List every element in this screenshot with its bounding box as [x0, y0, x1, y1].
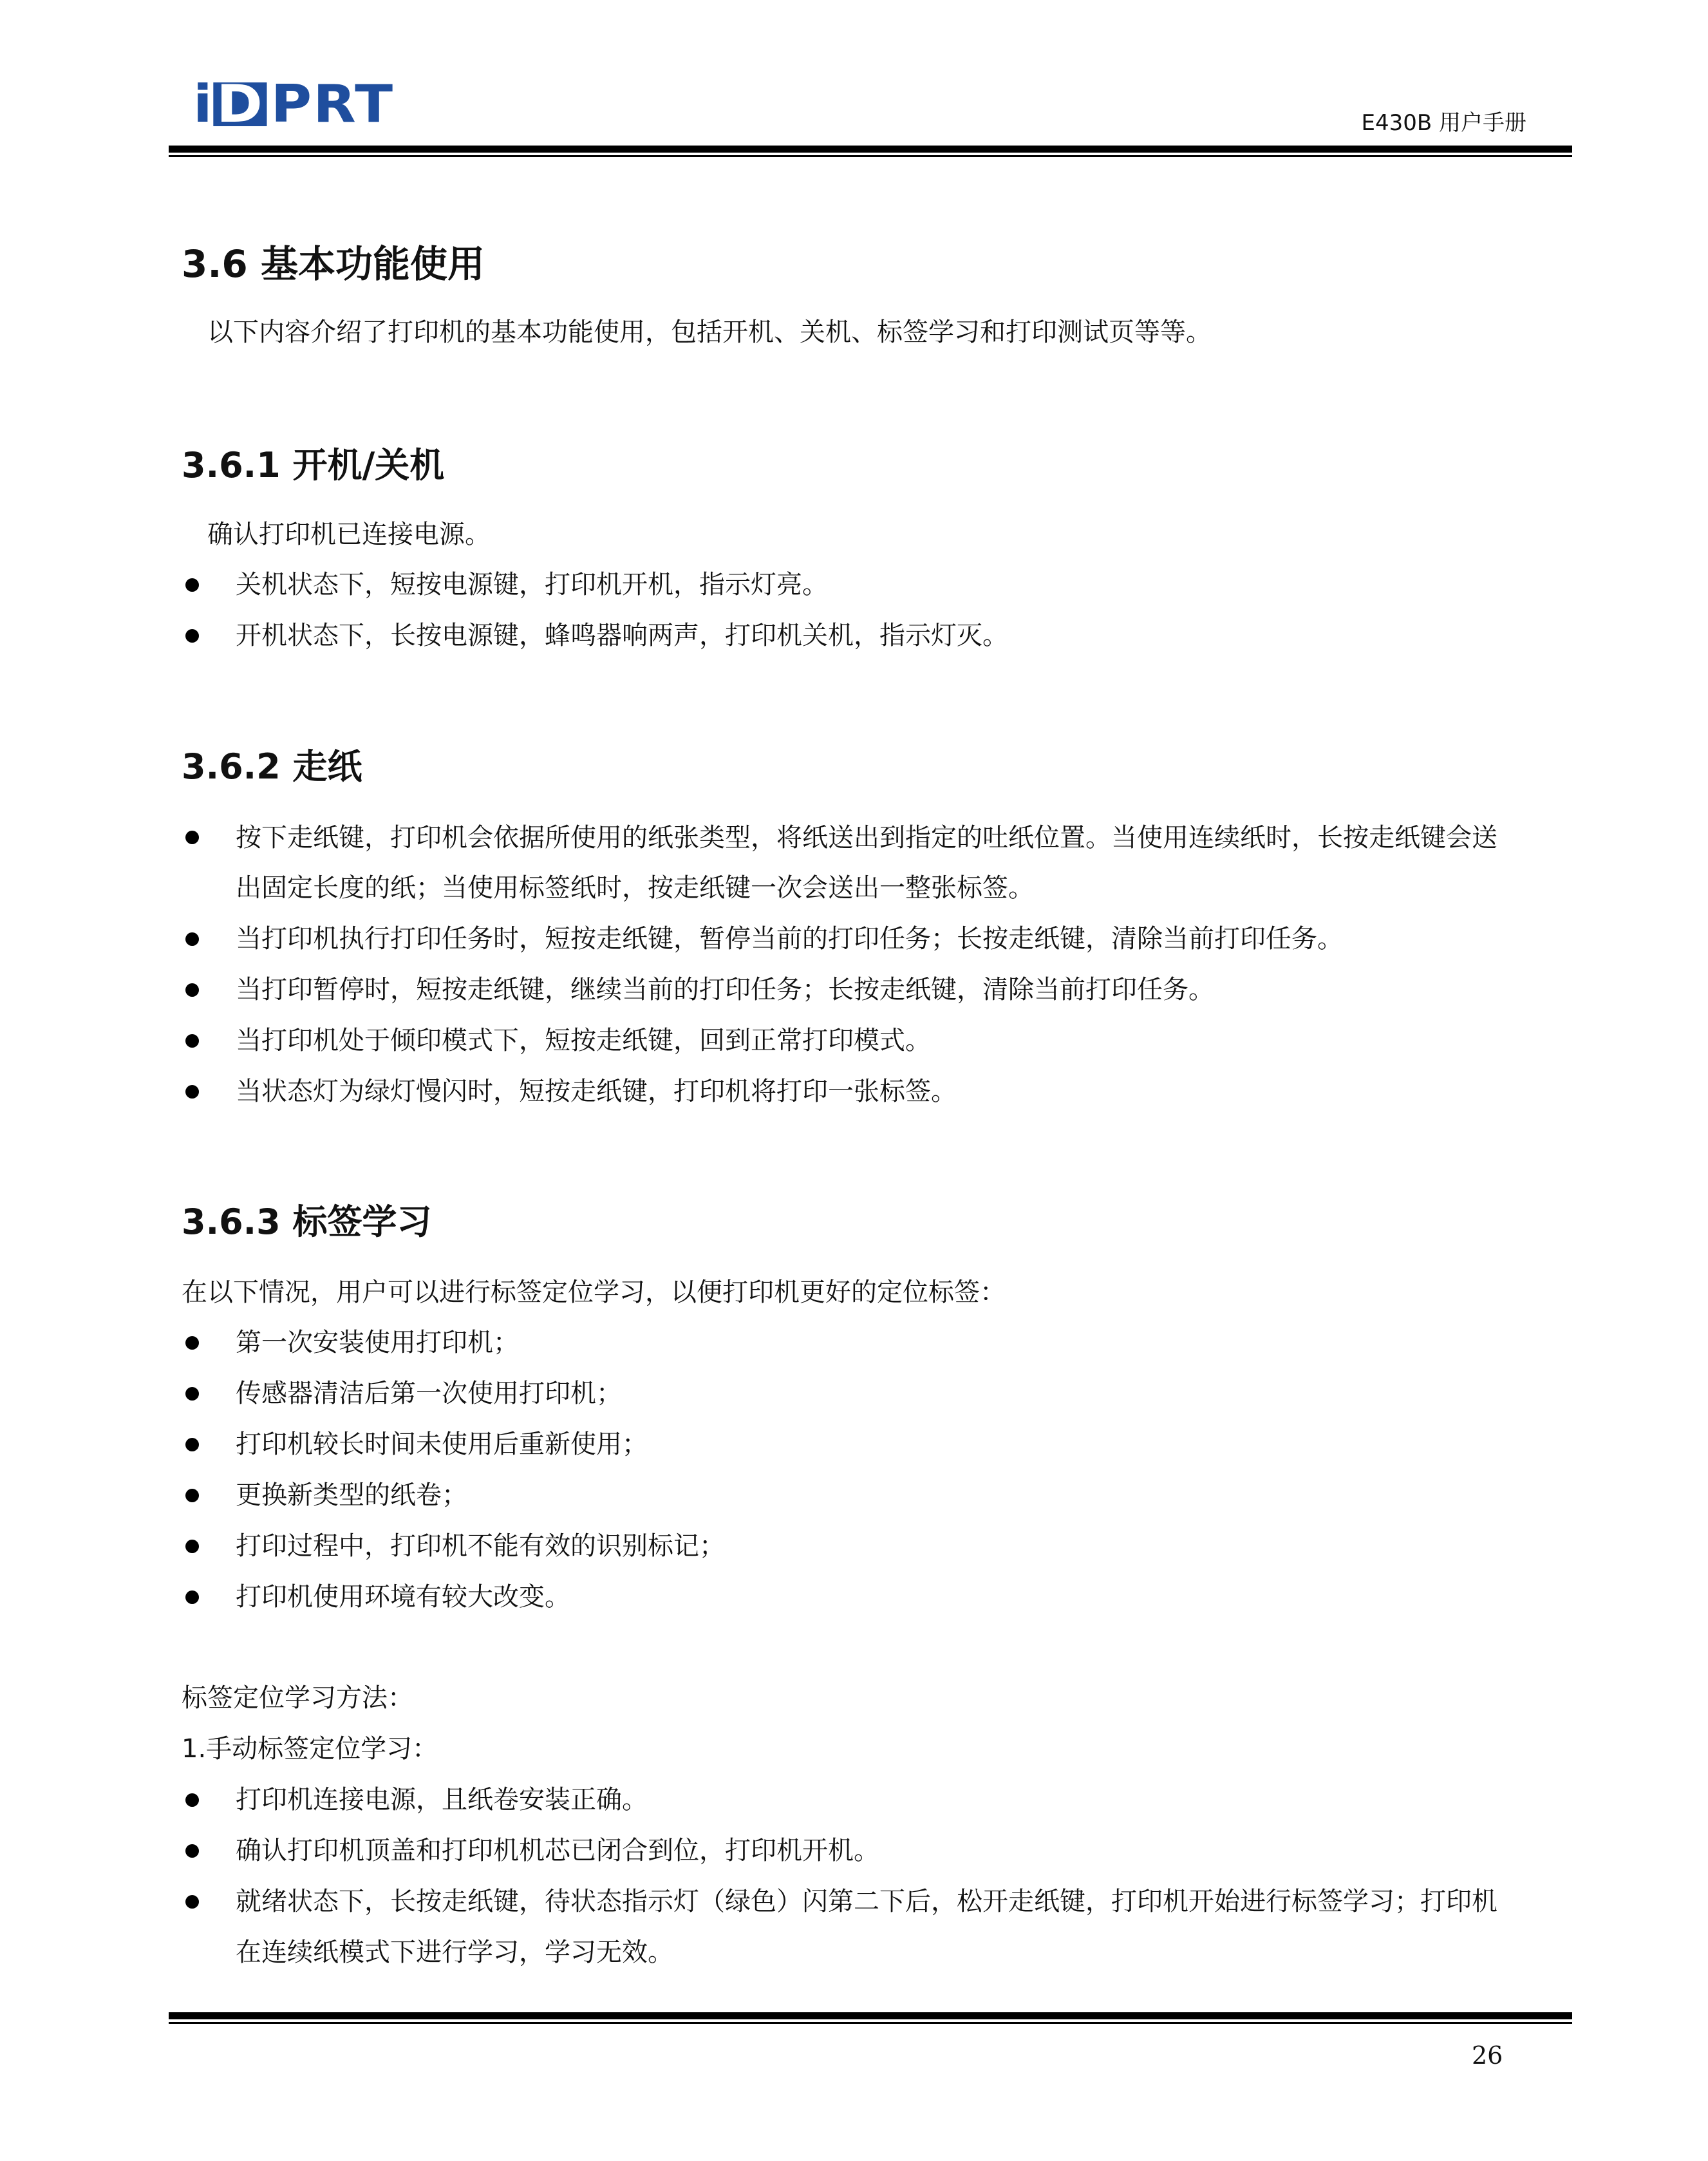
manual-method-heading: 1.手动标签定位学习： — [182, 1734, 438, 1764]
manual-step-3-line-2: 在连续纸模式下进行学习，学习无效。 — [236, 1938, 673, 1967]
learning-case-3: 打印机较长时间未使用后重新使用； — [236, 1430, 648, 1459]
bullet-dot — [185, 831, 199, 844]
header-rule-thin — [169, 155, 1572, 157]
logo-letters-prt: PRT — [270, 74, 395, 134]
logo-letter-d: D — [214, 82, 267, 126]
feed-bullet-2: 当打印机执行打印任务时，短按走纸键，暂停当前的打印任务；长按走纸键，清除当前打印任务。 — [236, 924, 1343, 954]
manual-step-3-line-1: 就绪状态下，长按走纸键，待状态指示灯（绿色）闪第二下后，松开走纸键，打印机开始进行标签学习；打印机 — [236, 1887, 1497, 1916]
manual-step-2: 确认打印机顶盖和打印机机芯已闭合到位，打印机开机。 — [236, 1836, 879, 1865]
bullet-dot — [185, 1489, 199, 1502]
bullet-dot — [185, 1793, 199, 1807]
logo-letter-i: i — [193, 74, 214, 134]
brand-logo — [193, 74, 395, 134]
bullet-dot — [185, 1387, 199, 1401]
section-intro: 以下内容介绍了打印机的基本功能使用，包括开机、关机、标签学习和打印测试页等等。 — [207, 317, 1212, 347]
method-heading: 标签定位学习方法： — [182, 1683, 413, 1713]
bullet-dot — [185, 932, 199, 946]
learning-case-2: 传感器清洁后第一次使用打印机； — [236, 1379, 622, 1408]
power-bullet-2: 开机状态下，长按电源键，蜂鸣器响两声，打印机关机，指示灯灭。 — [236, 621, 1008, 650]
bullet-dot — [185, 1085, 199, 1099]
feed-bullet-1-line-1: 按下走纸键，打印机会依据所使用的纸张类型，将纸送出到指定的吐纸位置。当使用连续纸时，长按走纸键会送 — [236, 823, 1497, 853]
subsection-power-title: 3.6.1 开机/关机 — [182, 445, 445, 486]
footer-rule-thick — [169, 2012, 1572, 2019]
bullet-dot — [185, 1590, 199, 1604]
header-rule-thick — [169, 146, 1572, 153]
bullet-dot — [185, 578, 199, 592]
learning-case-1: 第一次安装使用打印机； — [236, 1328, 519, 1357]
bullet-dot — [185, 1034, 199, 1048]
bullet-dot — [185, 1844, 199, 1858]
bullet-dot — [185, 1336, 199, 1350]
section-title: 3.6 基本功能使用 — [182, 242, 485, 286]
feed-bullet-5: 当状态灯为绿灯慢闪时，短按走纸键，打印机将打印一张标签。 — [236, 1077, 957, 1106]
feed-bullet-4: 当打印机处于倾印模式下，短按走纸键，回到正常打印模式。 — [236, 1026, 931, 1055]
document-title: E430B 用户手册 — [1361, 110, 1526, 136]
bullet-dot — [185, 629, 199, 643]
feed-bullet-1-line-2: 出固定长度的纸；当使用标签纸时，按走纸键一次会送出一整张标签。 — [236, 873, 1034, 903]
page-number: 26 — [1472, 2041, 1503, 2070]
footer-rule-thin — [169, 2022, 1572, 2024]
manual-step-1: 打印机连接电源，且纸卷安装正确。 — [236, 1785, 648, 1815]
learning-case-4: 更换新类型的纸卷； — [236, 1480, 467, 1510]
bullet-dot — [185, 1540, 199, 1553]
label-learning-intro: 在以下情况，用户可以进行标签定位学习，以便打印机更好的定位标签： — [182, 1278, 1006, 1307]
bullet-dot — [185, 1438, 199, 1451]
power-intro: 确认打印机已连接电源。 — [207, 520, 491, 549]
feed-bullet-3: 当打印暂停时，短按走纸键，继续当前的打印任务；长按走纸键，清除当前打印任务。 — [236, 975, 1214, 1005]
learning-case-6: 打印机使用环境有较大改变。 — [236, 1582, 570, 1612]
bullet-dot — [185, 983, 199, 997]
learning-case-5: 打印过程中，打印机不能有效的识别标记； — [236, 1531, 725, 1561]
subsection-label-learning-title: 3.6.3 标签学习 — [182, 1202, 432, 1242]
bullet-dot — [185, 1895, 199, 1909]
power-bullet-1: 关机状态下，短按电源键，打印机开机，指示灯亮。 — [236, 570, 828, 599]
subsection-feed-title: 3.6.2 走纸 — [182, 746, 362, 787]
